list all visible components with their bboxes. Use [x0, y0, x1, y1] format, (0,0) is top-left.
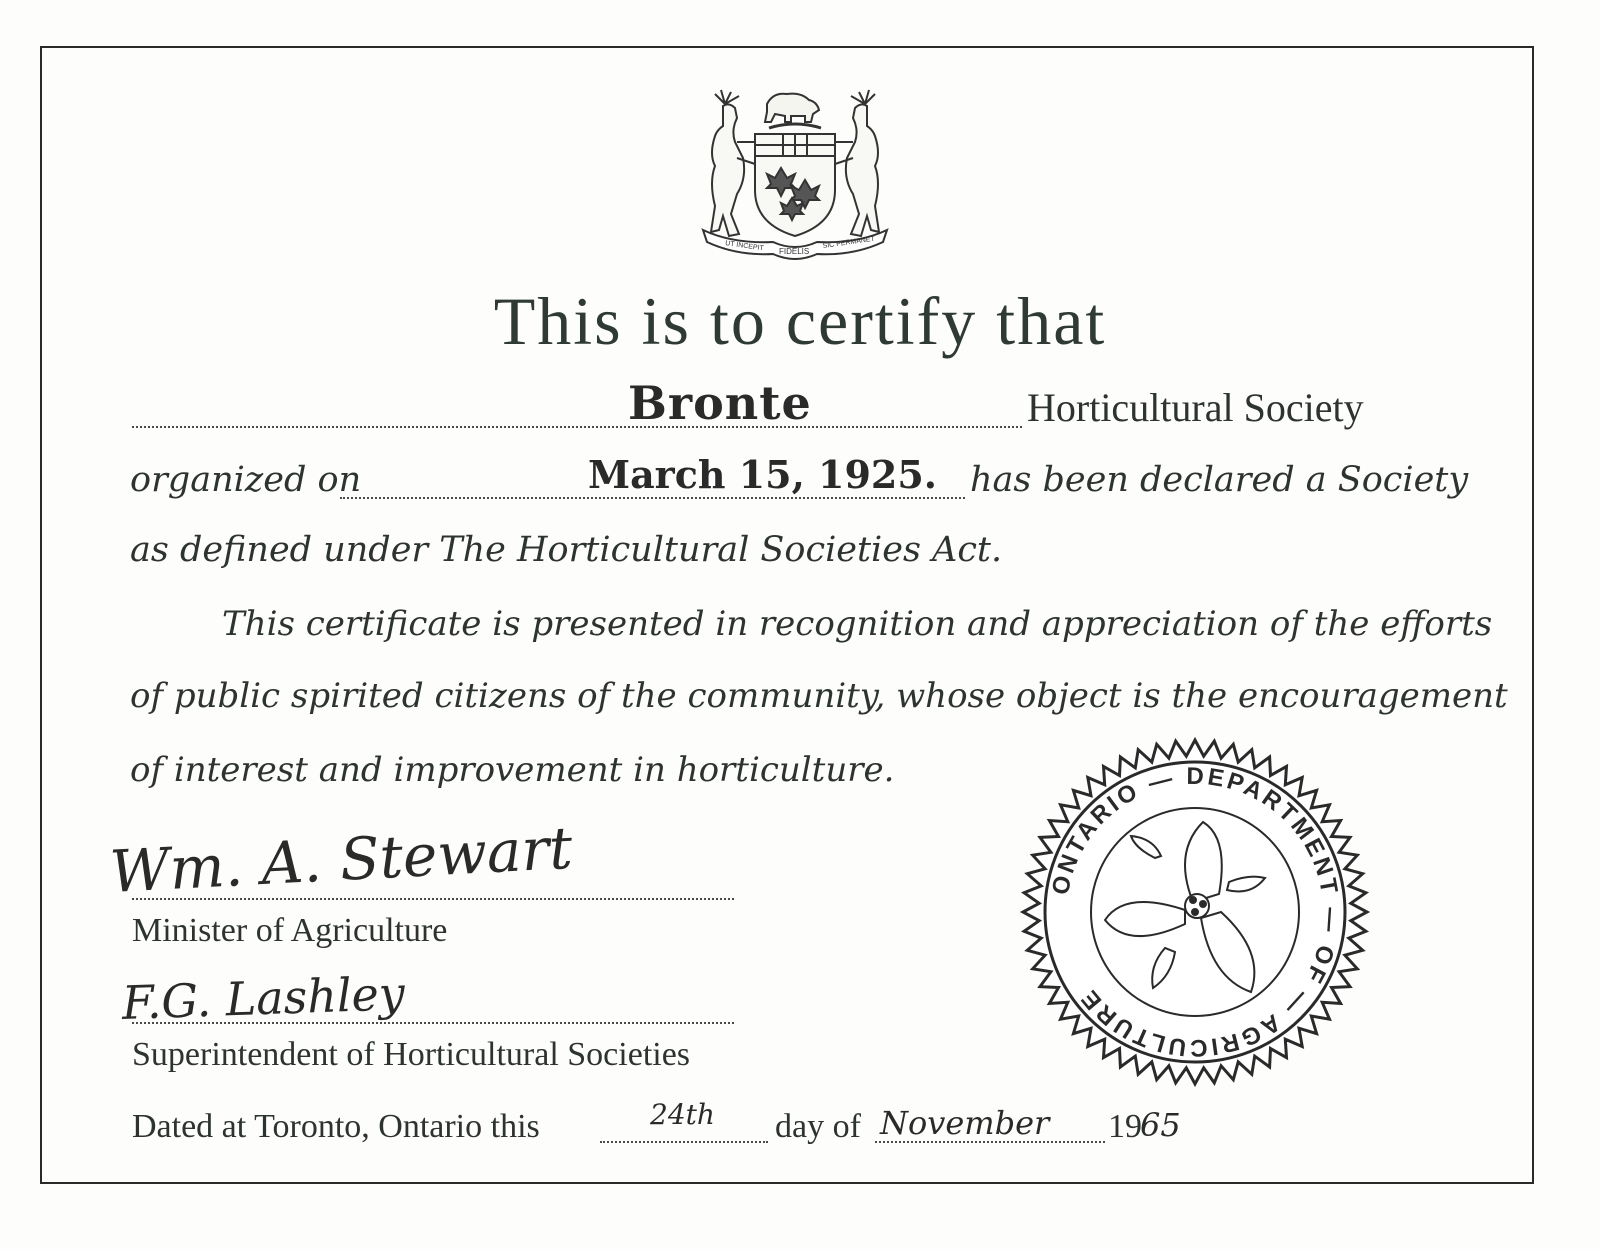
- dated-prefix: Dated at Toronto, Ontario this: [132, 1108, 540, 1145]
- society-suffix: Horticultural Society: [1027, 385, 1364, 430]
- organized-prefix: organized on: [130, 460, 362, 500]
- dated-day: 24th: [650, 1098, 715, 1131]
- society-name-dotted-line: [132, 426, 1022, 428]
- superintendent-signature: F.G. Lashley: [121, 966, 406, 1030]
- seal-text: ONTARIO — DEPARTMENT — OF — AGRICULTURE: [1047, 762, 1345, 1062]
- ontario-coat-of-arms-icon: [695, 82, 895, 260]
- crest-motto-left: UT INCEPIT: [724, 240, 765, 253]
- minister-title: Minister of Agriculture: [132, 912, 448, 949]
- superintendent-dotted-line: [132, 1022, 734, 1024]
- crest-motto-right: SIC PERMANET: [822, 235, 876, 250]
- paragraph-line-1: This certificate is presented in recognition and appreciation of the efforts: [222, 604, 1493, 644]
- certificate-heading: This is to certify that: [493, 283, 1107, 359]
- dated-day-dotted-line: [600, 1141, 768, 1143]
- minister-signature: Wm. A. Stewart: [108, 813, 575, 906]
- dated-year-suffix: 65: [1140, 1106, 1181, 1144]
- minister-dotted-line: [132, 898, 734, 900]
- superintendent-title: Superintendent of Horticultural Societies: [132, 1036, 691, 1073]
- paragraph-line-2: of public spirited citizens of the community, whose object is the encouragement: [130, 676, 1508, 716]
- organized-suffix: has been declared a Society: [970, 460, 1469, 500]
- act-line: as defined under The Horticultural Societies Act.: [130, 530, 1003, 570]
- organized-date: March 15, 1925.: [588, 452, 938, 497]
- dated-month: November: [880, 1104, 1050, 1142]
- dated-year-prefix: 19: [1108, 1108, 1142, 1145]
- organized-date-dotted-line: [340, 497, 965, 499]
- dated-middle: day of: [775, 1108, 861, 1145]
- paragraph-line-3: of interest and improvement in horticulture.: [130, 750, 895, 790]
- department-of-agriculture-seal-icon: [1015, 732, 1375, 1092]
- crest-motto-center: FIDELIS: [779, 247, 810, 256]
- society-name: Bronte: [628, 376, 812, 430]
